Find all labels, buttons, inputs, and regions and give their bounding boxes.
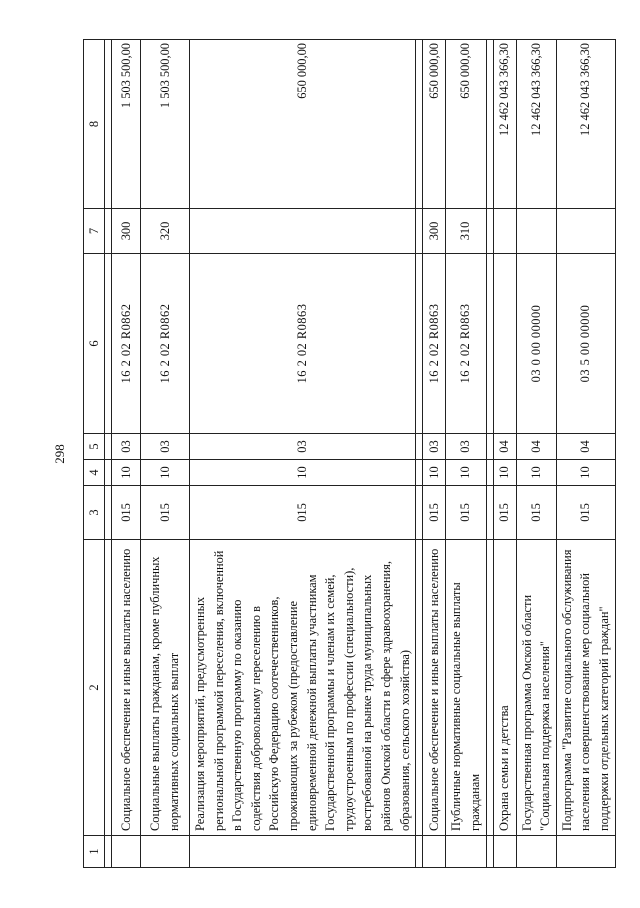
row-name: Реализация мероприятий, предусмотренных региональной программой переселения, включенной в Государственную программу по оказанию содействия добровольному переселению в Российскую Федерацию соотечественников, проживающих за рубежом (предоставление единовременной денежной выплаты участникам Государственной программы и членам их семей, трудоустроенным по профессии (специальности), востребованной на рынке труда муниципальных районов Омской области в сфере здравоохранения, образования, сельского хозяйства): [190, 540, 416, 836]
row-code-4: 10: [556, 460, 615, 486]
row-number-cell: [493, 836, 516, 868]
row-code-5: 04: [493, 434, 516, 460]
header-cell: 4: [84, 460, 105, 486]
row-number-cell: [446, 836, 486, 868]
row-name: Социальное обеспечение и иные выплаты населению: [112, 540, 141, 836]
row-code-7: 310: [446, 209, 486, 254]
header-cell: 3: [84, 486, 105, 540]
row-code-6: 16 2 02 R0863: [190, 254, 416, 434]
row-code-4: 10: [423, 460, 446, 486]
table-row: [190, 40, 416, 868]
table-row: [112, 40, 141, 868]
header-cell: 5: [84, 434, 105, 460]
row-code-3: 015: [112, 486, 141, 540]
page-number: 298: [52, 444, 67, 464]
table-row: [423, 40, 446, 868]
table-spacer-row: [105, 40, 112, 868]
table-row: [446, 40, 486, 868]
row-code-6: 16 2 02 R0862: [112, 254, 141, 434]
row-amount: 12 462 043 366,30: [493, 40, 516, 209]
row-code-7: [190, 209, 416, 254]
row-code-6: 03 0 00 00000: [516, 254, 556, 434]
row-code-4: 10: [190, 460, 416, 486]
row-code-7: [556, 209, 615, 254]
row-code-6: 16 2 02 R0863: [446, 254, 486, 434]
header-cell: 7: [84, 209, 105, 254]
table-spacer-row: [416, 40, 423, 868]
row-code-7: 300: [112, 209, 141, 254]
row-number-cell: [423, 836, 446, 868]
row-number-cell: [516, 836, 556, 868]
budget-table: [83, 39, 616, 868]
row-code-5: 04: [516, 434, 556, 460]
header-cell: 8: [84, 40, 105, 209]
table-row: [516, 40, 556, 868]
row-number-cell: [190, 836, 416, 868]
table-row: [141, 40, 190, 868]
row-code-5: 03: [423, 434, 446, 460]
row-code-3: 015: [556, 486, 615, 540]
row-code-6: [493, 254, 516, 434]
row-number-cell: [556, 836, 615, 868]
row-code-6: 03 5 00 00000: [556, 254, 615, 434]
row-code-3: 015: [446, 486, 486, 540]
row-code-5: 03: [141, 434, 190, 460]
row-code-4: 10: [112, 460, 141, 486]
row-name: Публичные нормативные социальные выплаты гражданам: [446, 540, 486, 836]
row-amount: 1 503 500,00: [141, 40, 190, 209]
row-code-6: 16 2 02 R0862: [141, 254, 190, 434]
row-code-3: 015: [423, 486, 446, 540]
row-code-3: 015: [493, 486, 516, 540]
row-amount: 650 000,00: [446, 40, 486, 209]
row-code-7: [516, 209, 556, 254]
header-cell: 1: [84, 836, 105, 868]
rotated-table-container: [83, 40, 611, 868]
table-spacer-row: [486, 40, 493, 868]
table-header-row: [84, 40, 105, 868]
header-cell: 2: [84, 540, 105, 836]
row-amount: 650 000,00: [423, 40, 446, 209]
row-code-6: 16 2 02 R0863: [423, 254, 446, 434]
row-amount: 650 000,00: [190, 40, 416, 209]
row-code-3: 015: [141, 486, 190, 540]
row-code-5: 03: [190, 434, 416, 460]
row-name: Социальные выплаты гражданам, кроме публичных нормативных социальных выплат: [141, 540, 190, 836]
table-row: [493, 40, 516, 868]
row-number-cell: [141, 836, 190, 868]
row-name: Подпрограмма "Развитие социального обслуживания населения и совершенствование мер социальной поддержки отдельных категорий граждан": [556, 540, 615, 836]
row-code-5: 03: [112, 434, 141, 460]
row-code-7: 320: [141, 209, 190, 254]
header-cell: 6: [84, 254, 105, 434]
row-code-5: 03: [446, 434, 486, 460]
row-name: Социальное обеспечение и иные выплаты населению: [423, 540, 446, 836]
row-name: Охрана семьи и детства: [493, 540, 516, 836]
table-row: [556, 40, 615, 868]
row-amount: 12 462 043 366,30: [556, 40, 615, 209]
row-amount: 1 503 500,00: [112, 40, 141, 209]
row-code-5: 04: [556, 434, 615, 460]
row-code-7: 300: [423, 209, 446, 254]
row-code-7: [493, 209, 516, 254]
row-code-3: 015: [516, 486, 556, 540]
row-code-4: 10: [446, 460, 486, 486]
row-amount: 12 462 043 366,30: [516, 40, 556, 209]
row-code-3: 015: [190, 486, 416, 540]
row-code-4: 10: [516, 460, 556, 486]
row-name: Государственная программа Омской области "Социальная поддержка населения": [516, 540, 556, 836]
row-code-4: 10: [141, 460, 190, 486]
row-number-cell: [112, 836, 141, 868]
row-code-4: 10: [493, 460, 516, 486]
